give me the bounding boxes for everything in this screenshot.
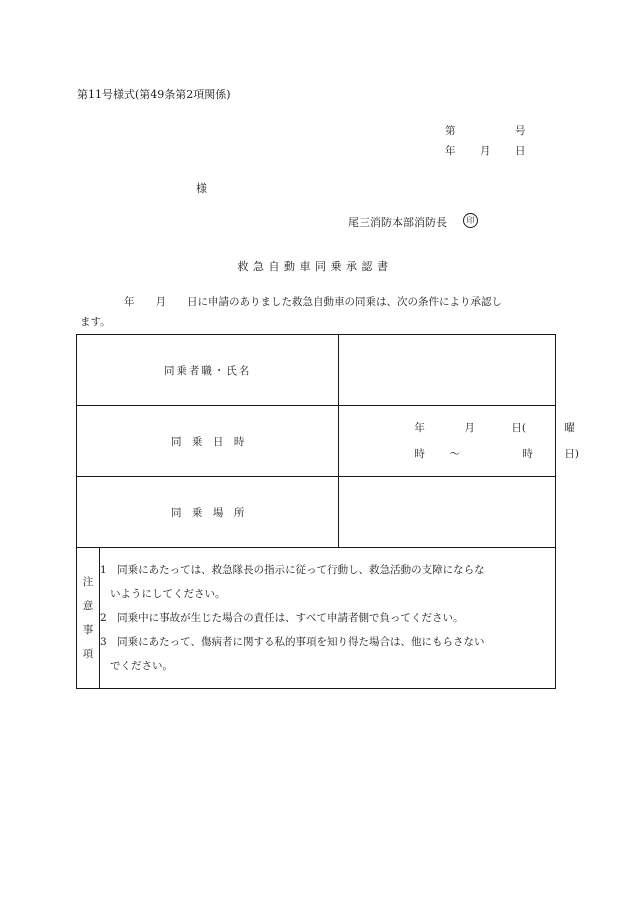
intro-text: [80, 292, 560, 332]
place-label: 同 乗 場 所: [170, 506, 245, 519]
place-label-cell: [77, 477, 339, 548]
datetime-row: [77, 406, 556, 477]
note-item: [100, 558, 555, 606]
document-number-suffix: 号: [515, 125, 526, 137]
notes-label: [83, 570, 94, 666]
datetime-label-cell: [77, 406, 339, 477]
note-line: 1 同乗にあたっては、救急隊長の指示に従って行動し、救急活動の支障にならな: [100, 564, 485, 576]
seal-mark: 印: [463, 213, 478, 228]
date-day: 日: [515, 145, 526, 157]
note-line: でください。: [110, 660, 173, 672]
form-number: 第11号様式(第49条第2項関係): [77, 88, 231, 101]
name-label-cell: [77, 335, 339, 406]
notes-row: [77, 548, 556, 689]
datetime-weekday: 曜日): [564, 422, 579, 460]
datetime-month: 月: [464, 422, 475, 434]
intro-line-2: ます。: [80, 316, 111, 328]
place-value-cell: [339, 477, 556, 548]
addressee: 様: [196, 182, 207, 195]
datetime-day: 日(: [511, 422, 526, 434]
note-line: 3 同乗にあたって、傷病者に関する私的事項を知り得た場合は、他にもらさない: [100, 636, 485, 648]
issuer: 尾三消防本部消防長: [348, 216, 447, 229]
note-item: [100, 606, 555, 630]
note-item: [100, 630, 555, 678]
datetime-date-line: [339, 415, 579, 460]
date-year: 年: [445, 145, 456, 157]
intro-line-1: 年 月 日に申請のありました救急自動車の同乗は、次の条件により承認し: [124, 296, 502, 308]
note-line: いようにしてください。: [110, 588, 226, 600]
notes-label-char: 事: [82, 624, 94, 636]
date-month: 月: [480, 145, 491, 157]
datetime-tilde: ～: [449, 448, 460, 460]
name-label: 同乗者職・氏名: [163, 364, 252, 377]
datetime-time-line: [339, 441, 555, 467]
datetime-hour-end: 時: [522, 448, 533, 460]
datetime-label: 同 乗 日 時: [170, 435, 245, 448]
approval-table: [76, 334, 579, 689]
datetime-value-cell: [339, 406, 579, 477]
notes-label-cell: [77, 548, 100, 689]
name-row: [77, 335, 556, 406]
notes-label-char: 注: [82, 576, 94, 588]
document-number-prefix: 第: [445, 125, 456, 137]
document-title: 救急自動車同乗承認書: [237, 260, 393, 273]
notes-label-char: 項: [82, 648, 94, 660]
notes-label-char: 意: [82, 600, 94, 612]
datetime-hour-start: 時: [414, 448, 425, 460]
place-row: [77, 477, 556, 548]
notes-cell: [100, 548, 556, 689]
datetime-year: 年: [414, 422, 425, 434]
note-line: 2 同乗中に事故が生じた場合の責任は、すべて申請者側で負ってください。: [100, 612, 464, 624]
name-value-cell: [339, 335, 556, 406]
